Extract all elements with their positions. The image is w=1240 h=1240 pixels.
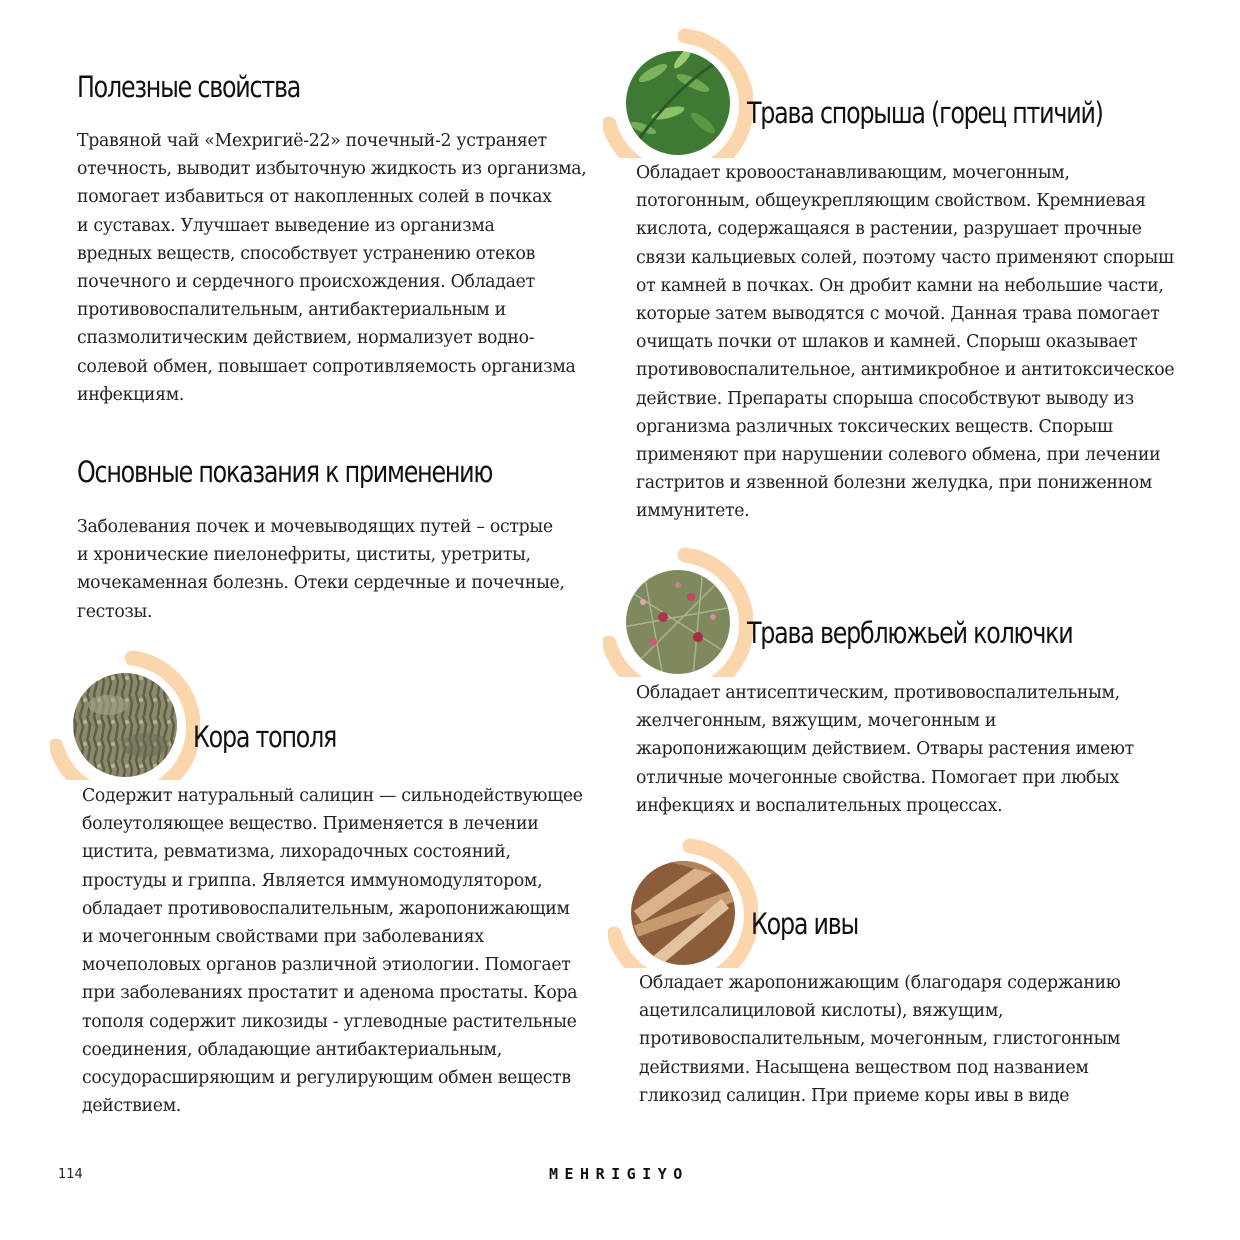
text-line: и мочегонным свойствами при заболеваниях — [82, 927, 484, 948]
knotweed-text — [636, 159, 1174, 526]
text-line: действие. Препараты спорыша способствуют выводу из — [636, 388, 1134, 409]
text-line: кислота, содержащаяся в растении, разрушает прочные — [636, 219, 1142, 240]
text-line: противовоспалительным, антибактериальным и — [77, 300, 506, 321]
willow-bark-image — [608, 838, 758, 968]
text-line: инфекциям. — [77, 384, 185, 405]
willow-title: Кора ивы — [751, 907, 859, 941]
text-line: Обладает кровоостанавливающим, мочегонным, — [636, 163, 1070, 183]
willow-text — [639, 969, 1121, 1110]
text-line: помогает избавиться от накопленных солей в почках — [77, 187, 552, 208]
indications-title: Основные показания к применению — [77, 455, 493, 489]
text-line: тополя содержит ликозиды - углеводные растительные — [82, 1011, 577, 1032]
text-line: и суставах. Улучшает выведение из организма — [77, 215, 495, 236]
camelthorn-herb-image — [603, 547, 753, 677]
camelthorn-title: Трава верблюжьей колючки — [747, 616, 1073, 650]
text-line: мочеполовых органов различной этиологии. Помогает — [82, 955, 571, 976]
text-line: желчегонным, вяжущим, мочегонным и — [636, 711, 997, 732]
text-line: сосудорасширяющим и регулирующим обмен веществ — [82, 1068, 571, 1089]
text-line: от камней в почках. Он дробит камни на небольшие части, — [636, 275, 1164, 296]
knotweed-herb-image — [603, 28, 753, 158]
text-line: и хронические пиелонефриты, циститы, уретриты, — [77, 545, 531, 566]
text-line: которые затем выводятся с мочой. Данная трава помогает — [636, 304, 1160, 325]
text-line: гликозид салицин. При приеме коры ивы в виде — [639, 1085, 1070, 1106]
text-line: гастритов и язвенной болезни желудка, при пониженном — [636, 473, 1153, 494]
text-line: при заболеваниях простатит и аденома простаты. Кора — [82, 983, 578, 1004]
text-line: ацетилсалициловой кислоты), вяжущим, — [639, 1001, 1004, 1022]
text-line: противовоспалительным, мочегонным, глистогонным — [639, 1029, 1121, 1050]
knotweed-title: Трава спорыша (горец птичий) — [747, 96, 1103, 130]
text-line: отечность, выводит избыточную жидкость из организма, — [77, 159, 587, 180]
indications-text — [77, 513, 565, 626]
text-line: Обладает антисептическим, противовоспалительным, — [636, 683, 1120, 703]
text-line: Заболевания почек и мочевыводящих путей – острые — [77, 517, 553, 537]
page-number: 114 — [58, 1167, 83, 1182]
text-line: мочекаменная болезнь. Отеки сердечные и почечные, — [77, 573, 565, 594]
poplar-title: Кора тополя — [193, 720, 337, 754]
text-line: Травяной чай «Мехригиё-22» почечный-2 устраняет — [77, 131, 547, 151]
brand-logo: MEHRIGIYO — [549, 1165, 689, 1183]
benefits-title: Полезные свойства — [77, 70, 301, 104]
text-line: применяют при нарушении солевого обмена, при лечении — [636, 445, 1161, 466]
text-line: солевой обмен, повышает сопротивляемость организма — [77, 356, 576, 377]
text-line: гестозы. — [77, 601, 153, 622]
camelthorn-text — [636, 679, 1134, 820]
benefits-text — [77, 127, 586, 409]
text-line: очищать почки от шлаков и камней. Спорыш оказывает — [636, 332, 1138, 353]
poplar-text — [82, 782, 583, 1120]
text-line: инфекциях и воспалительных процессах. — [636, 795, 1003, 816]
text-line: жаропонижающим действием. Отвары растения имеют — [636, 739, 1134, 760]
text-line: действиями. Насыщена веществом под названием — [639, 1057, 1089, 1078]
text-line: соединения, обладающие антибактериальным, — [82, 1039, 502, 1060]
text-line: связи кальциевых солей, поэтому часто применяют спорыш — [636, 247, 1174, 268]
text-line: спазмолитическим действием, нормализует водно- — [77, 328, 535, 349]
text-line: организма различных токсических веществ. Спорыш — [636, 416, 1113, 437]
text-line: иммунитете. — [636, 501, 750, 522]
text-line: цистита, ревматизма, лихорадочных состояний, — [82, 842, 511, 863]
text-line: болеутоляющее вещество. Применяется в лечении — [82, 814, 539, 835]
text-line: потогонным, общеукрепляющим свойством. Кремниевая — [636, 191, 1146, 212]
text-line: действием. — [82, 1096, 182, 1117]
text-line: обладает противовоспалительным, жаропонижающим — [82, 898, 570, 919]
text-line: отличные мочегонные свойства. Помогает при любых — [636, 767, 1120, 788]
text-line: почечного и сердечного происхождения. Обладает — [77, 272, 535, 293]
poplar-bark-image — [50, 650, 200, 780]
text-line: Содержит натуральный салицин — сильнодействующее — [82, 786, 583, 806]
text-line: противовоспалительное, антимикробное и антитоксическое — [636, 360, 1175, 381]
text-line: простуды и гриппа. Является иммуномодулятором, — [82, 870, 543, 891]
text-line: вредных веществ, способствует устранению отеков — [77, 243, 535, 264]
text-line: Обладает жаропонижающим (благодаря содержанию — [639, 973, 1121, 993]
